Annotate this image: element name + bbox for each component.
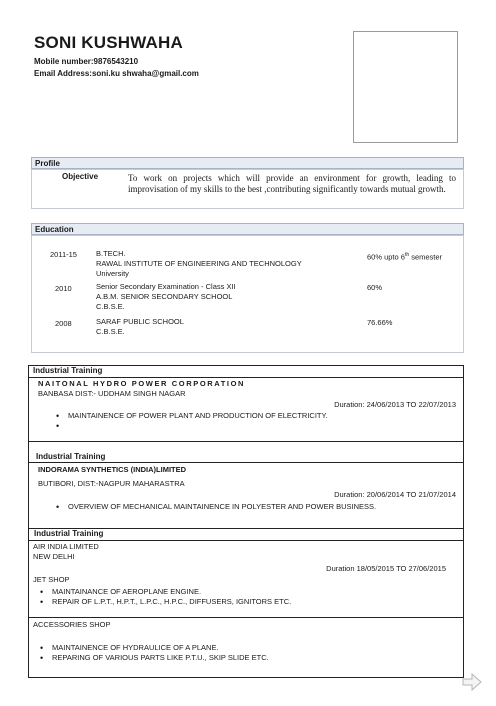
training-location: BUTIBORI, DIST:-NAGPUR MAHARASTRA — [38, 479, 185, 488]
training-location: NEW DELHI — [33, 552, 75, 561]
list-item: • MAINTAINENCE OF POWER PLANT AND PRODUCTION OF ELECTRICITY. — [52, 411, 452, 421]
email-address: Email Address:soni.ku shwaha@gmail.com — [34, 69, 199, 78]
edu-score-sup: th — [404, 252, 410, 258]
list-item: • MAINTAINENCE OF HYDRAULICE OF A PLANE. — [36, 643, 446, 653]
training-duration: Duration 18/05/2015 TO 27/06/2015 — [326, 564, 446, 573]
mobile-number: Mobile number:9876543210 — [34, 57, 139, 66]
divider — [28, 617, 464, 618]
edu-score-tail: semester — [409, 252, 443, 262]
training-heading: Industrial Training — [34, 529, 104, 538]
candidate-name: SONI KUSHWAHA — [34, 33, 183, 52]
training-bullets — [52, 411, 452, 421]
list-item: • REPAIR OF L.P.T., H.P.T., L.P.C., H.P.C., DIFFUSERS, IGNITORS ETC. — [36, 597, 446, 607]
objective-text: To work on projects which will provide an environment for growth, leading to improvisation of my skills to the best ,contributing significantly towards mutual growth. — [128, 173, 456, 194]
training-company: INDORAMA SYNTHETICS (INDIA)LIMITED — [38, 465, 187, 474]
edu-score-value: 60% upto 6 — [367, 252, 405, 262]
list-item: • OVERVIEW OF MECHANICAL MAINTAINENCE IN POLYESTER AND POWER BUSINESS. — [52, 502, 452, 512]
training-duration: Duration: 20/06/2014 TO 21/07/2014 — [334, 490, 456, 499]
edu-year: 2008 — [55, 319, 72, 328]
training-company: AIR INDIA LIMITED — [33, 542, 99, 551]
edu-score: 76.66% — [367, 318, 393, 327]
training-location: BANBASA DIST:- UDDHAM SINGH NAGAR — [38, 389, 186, 398]
edu-details — [96, 317, 184, 337]
edu-score: 60% — [367, 283, 383, 292]
shop-heading: JET SHOP — [33, 575, 70, 584]
shop-bullets — [36, 587, 446, 607]
list-item: • MAINTAINANCE OF AEROPLANE ENGINE. — [36, 587, 446, 597]
training-duration: Duration: 24/06/2013 TO 22/07/2013 — [334, 400, 456, 409]
edu-line: A.B.M. SENIOR SECONDARY SCHOOL — [96, 292, 233, 301]
edu-details — [96, 282, 236, 312]
edu-line: RAWAL INSTITUTE OF ENGINEERING AND TECHNOLOGY — [96, 259, 302, 268]
profile-heading: Profile — [31, 157, 464, 169]
training-heading: Industrial Training — [33, 366, 103, 375]
profile-section — [31, 169, 464, 209]
training-company: NAITONAL HYDRO POWER CORPORATION — [38, 379, 246, 388]
shop-bullets — [36, 643, 446, 663]
divider — [28, 377, 464, 378]
objective-label: Objective — [62, 172, 99, 181]
edu-line: C.B.S.E. — [96, 327, 125, 336]
edu-line: University — [96, 269, 129, 278]
divider — [28, 441, 464, 442]
edu-year: 2010 — [55, 284, 72, 293]
photo-placeholder — [353, 31, 458, 143]
edu-score — [367, 250, 442, 263]
education-heading: Education — [31, 223, 464, 235]
edu-line: Senior Secondary Examination - Class XII — [96, 282, 236, 291]
divider — [28, 462, 464, 463]
shop-heading: ACCESSORIES SHOP — [33, 620, 111, 629]
list-item: • REPARING OF VARIOUS PARTS LIKE P.T.U., SKIP SLIDE ETC. — [36, 653, 446, 663]
edu-details — [96, 249, 302, 279]
next-page-arrow-icon[interactable] — [462, 673, 482, 691]
training-bullets — [52, 502, 452, 512]
training-heading: Industrial Training — [36, 452, 106, 461]
edu-line: B.TECH. — [96, 249, 126, 258]
edu-line: SARAF PUBLIC SCHOOL — [96, 317, 184, 326]
edu-year: 2011-15 — [50, 250, 77, 259]
divider — [28, 540, 464, 541]
edu-line: C.B.S.E. — [96, 302, 125, 311]
